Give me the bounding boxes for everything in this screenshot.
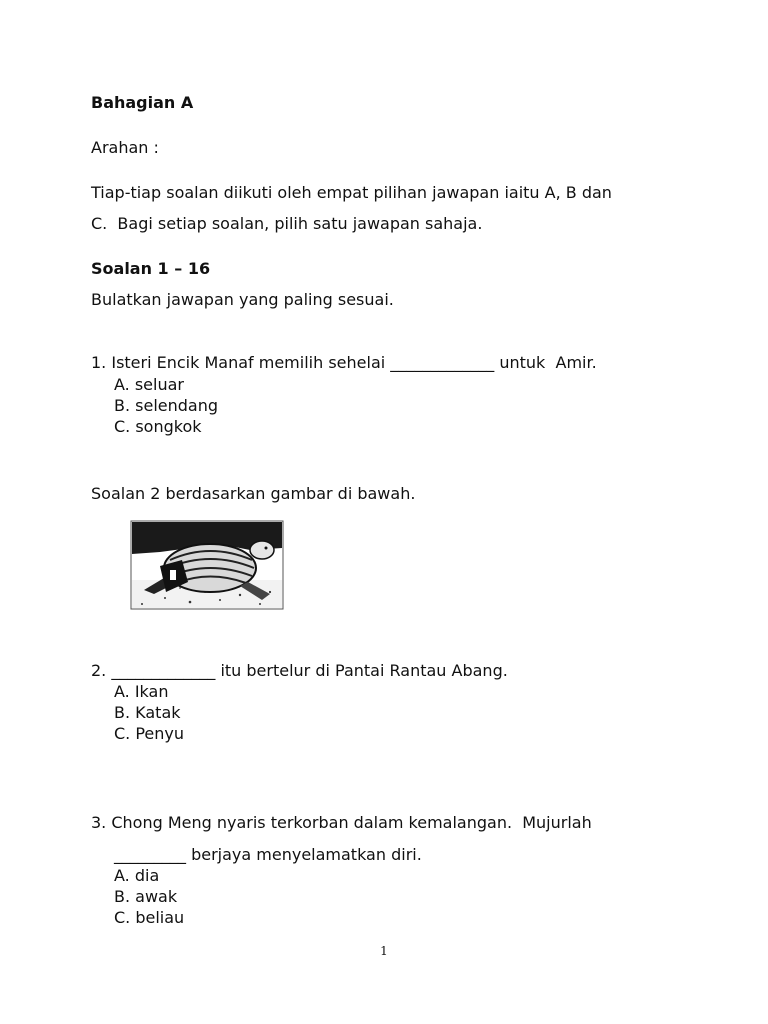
part-subtitle: Bulatkan jawapan yang paling sesuai. bbox=[91, 290, 394, 309]
question-2-option-c: C. Penyu bbox=[114, 724, 185, 743]
section-title: Bahagian A bbox=[91, 93, 194, 112]
question-3-stem-line-1: 3. Chong Meng nyaris terkorban dalam kemalangan. Mujurlah bbox=[91, 813, 592, 832]
question-1-option-c: C. songkok bbox=[114, 417, 202, 436]
instruction-line-1: Tiap-tiap soalan diikuti oleh empat pilihan jawapan iaitu A, B dan bbox=[91, 183, 612, 202]
question-2-stem: 2. _____________ itu bertelur di Pantai Rantau Abang. bbox=[91, 661, 508, 680]
instruction-line-2: C. Bagi setiap soalan, pilih satu jawapan sahaja. bbox=[91, 214, 483, 233]
question-3-option-a: A. dia bbox=[114, 866, 160, 885]
question-1-stem: 1. Isteri Encik Manaf memilih sehelai _____________ untuk Amir. bbox=[91, 353, 597, 372]
part-title: Soalan 1 – 16 bbox=[91, 259, 211, 278]
turtle-picture bbox=[130, 520, 284, 610]
instruction-label: Arahan : bbox=[91, 138, 159, 157]
question-2-option-a: A. Ikan bbox=[114, 682, 169, 701]
question-3-stem-line-2: _________ berjaya menyelamatkan diri. bbox=[114, 845, 422, 864]
question-3-option-b: B. awak bbox=[114, 887, 178, 906]
question-2-option-b: B. Katak bbox=[114, 703, 181, 722]
question-1-option-a: A. seluar bbox=[114, 375, 184, 394]
question-2-intro: Soalan 2 berdasarkan gambar di bawah. bbox=[91, 484, 416, 503]
page-number: 1 bbox=[380, 944, 388, 958]
question-3-option-c: C. beliau bbox=[114, 908, 185, 927]
question-1-option-b: B. selendang bbox=[114, 396, 219, 415]
